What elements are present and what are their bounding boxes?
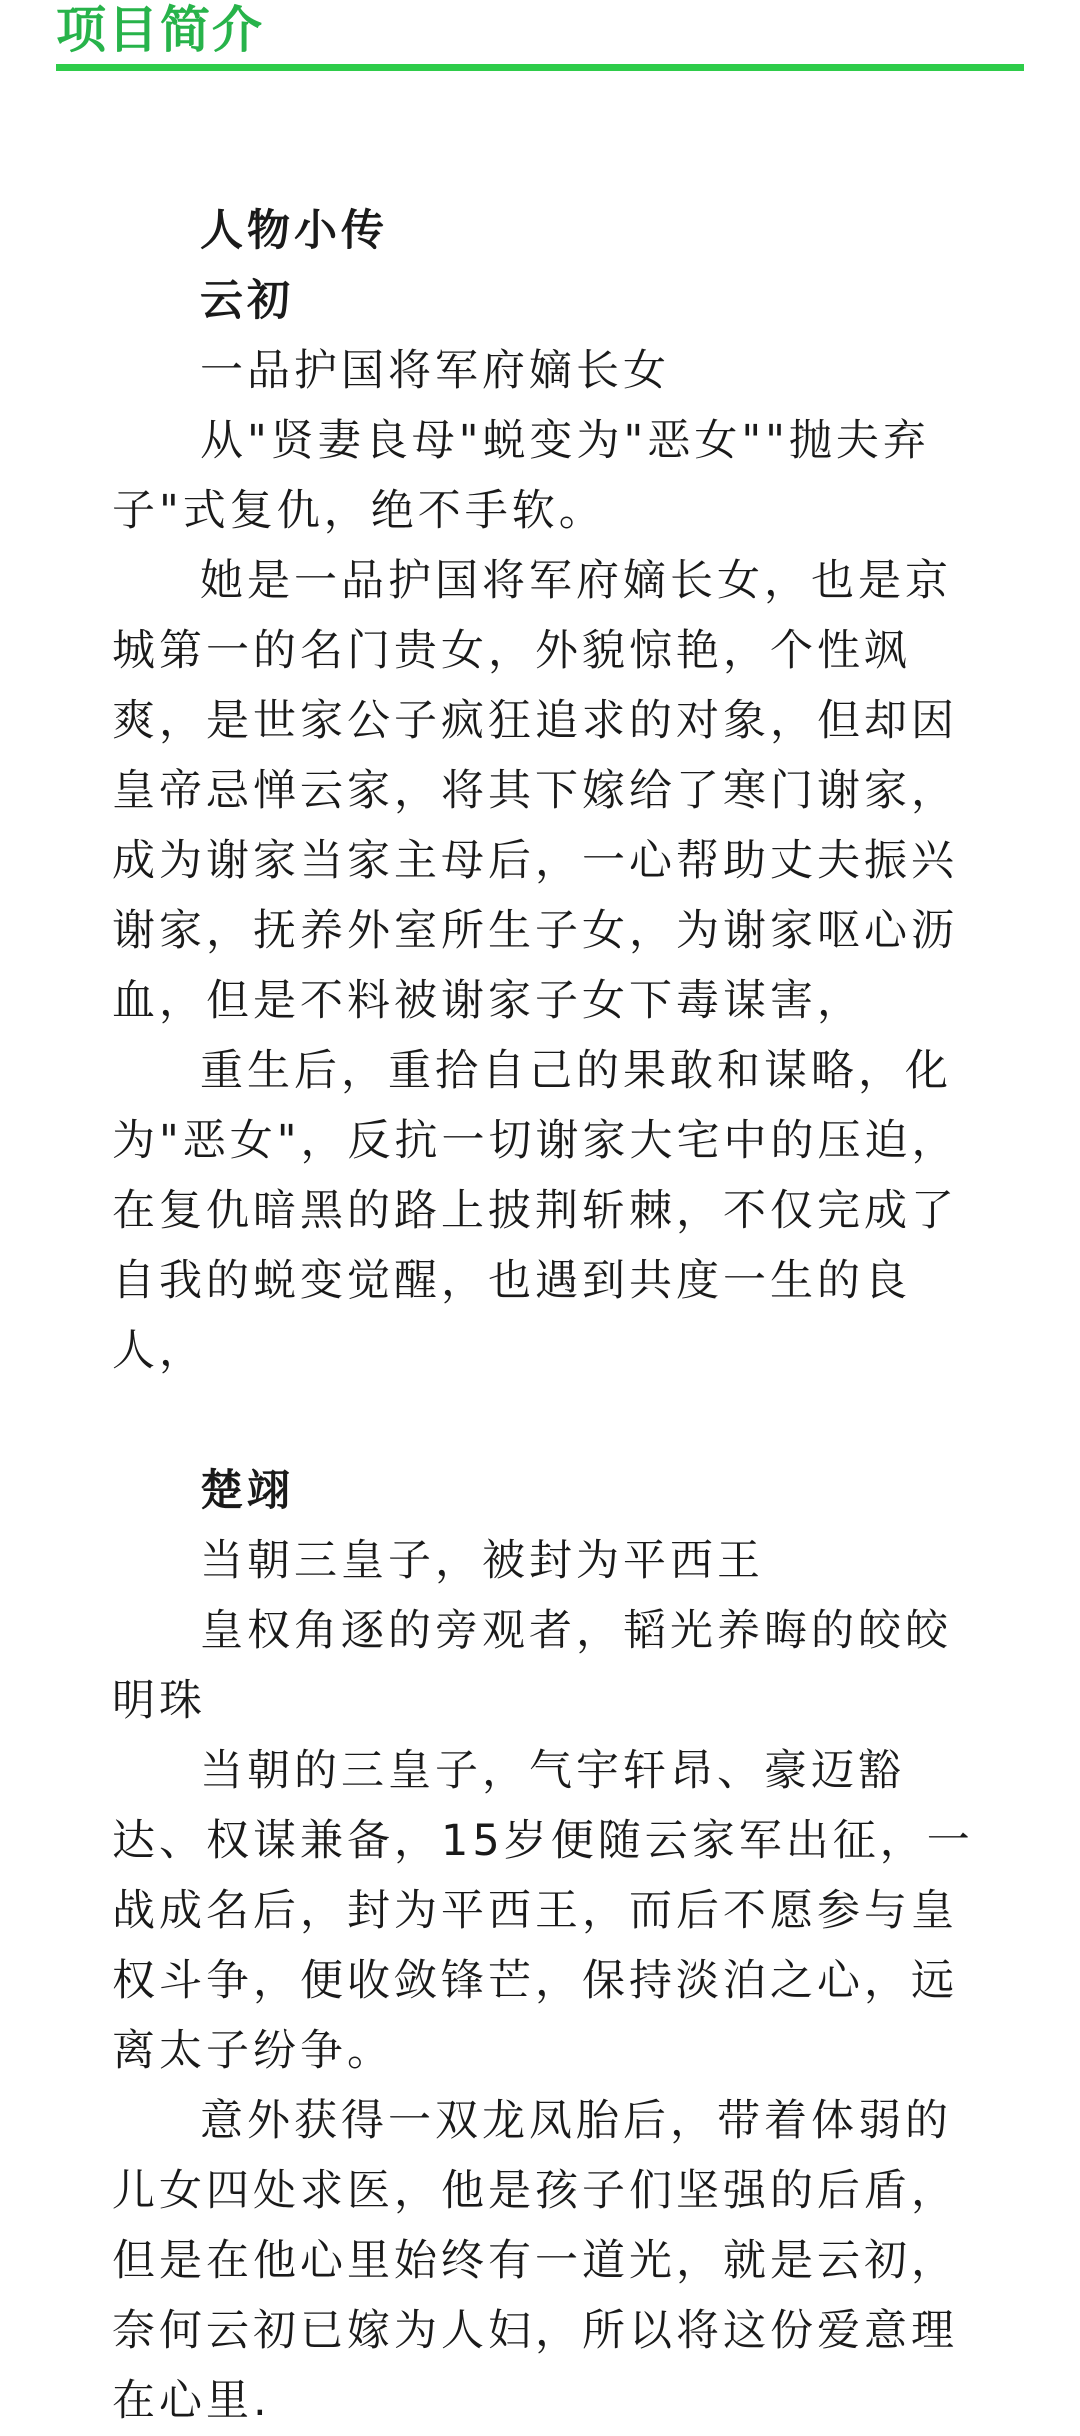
article-body <box>112 196 974 2436</box>
section-gap <box>112 1386 974 1456</box>
character-role-yunchu: 一品护国将军府嫡长女 <box>200 346 670 396</box>
character-tagline-chuyi: 皇权角逐的旁观者，韬光养晦的皎皎明珠 <box>112 1606 952 1726</box>
character-bio-chuyi-1: 当朝的三皇子，气宇轩昂、豪迈豁达、权谋兼备，15岁便随云家军出征，一战成名后，封为平西王，而后不愿参与皇权斗争，便收敛锋芒，保持淡泊之心，远离太子纷争。 <box>112 1746 974 2076</box>
character-bio-yunchu-1: 她是一品护国将军府嫡长女，也是京城第一的名门贵女，外貌惊艳，个性飒爽，是世家公子疯狂追求的对象，但却因皇帝忌惮云家，将其下嫁给了寒门谢家，成为谢家当家主母后，一心帮助丈夫振兴谢家，抚养外室所生子女，为谢家呕心沥血，但是不料被谢家子女下毒谋害， <box>112 556 958 1026</box>
character-role-chuyi: 当朝三皇子，被封为平西王 <box>200 1536 764 1586</box>
character-tagline-yunchu: 从"贤妻良母"蜕变为"恶女""抛夫弃子"式复仇，绝不手软。 <box>112 416 930 536</box>
intro-heading: 人物小传 <box>200 206 388 256</box>
character-name-yunchu: 云初 <box>200 276 294 326</box>
title-divider <box>56 64 1024 71</box>
character-name-chuyi: 楚翊 <box>200 1466 294 1516</box>
section-title: 项目简介 <box>56 1 264 59</box>
character-bio-chuyi-2: 意外获得一双龙凤胎后，带着体弱的儿女四处求医，他是孩子们坚强的后盾，但是在他心里始终有一道光，就是云初，奈何云初已嫁为人妇，所以将这份爱意理在心里. <box>112 2096 958 2426</box>
character-bio-yunchu-2: 重生后，重拾自己的果敢和谋略，化为"恶女"，反抗一切谢家大宅中的压迫，在复仇暗黑的路上披荆斩棘，不仅完成了自我的蜕变觉醒，也遇到共度一生的良人， <box>112 1046 959 1376</box>
